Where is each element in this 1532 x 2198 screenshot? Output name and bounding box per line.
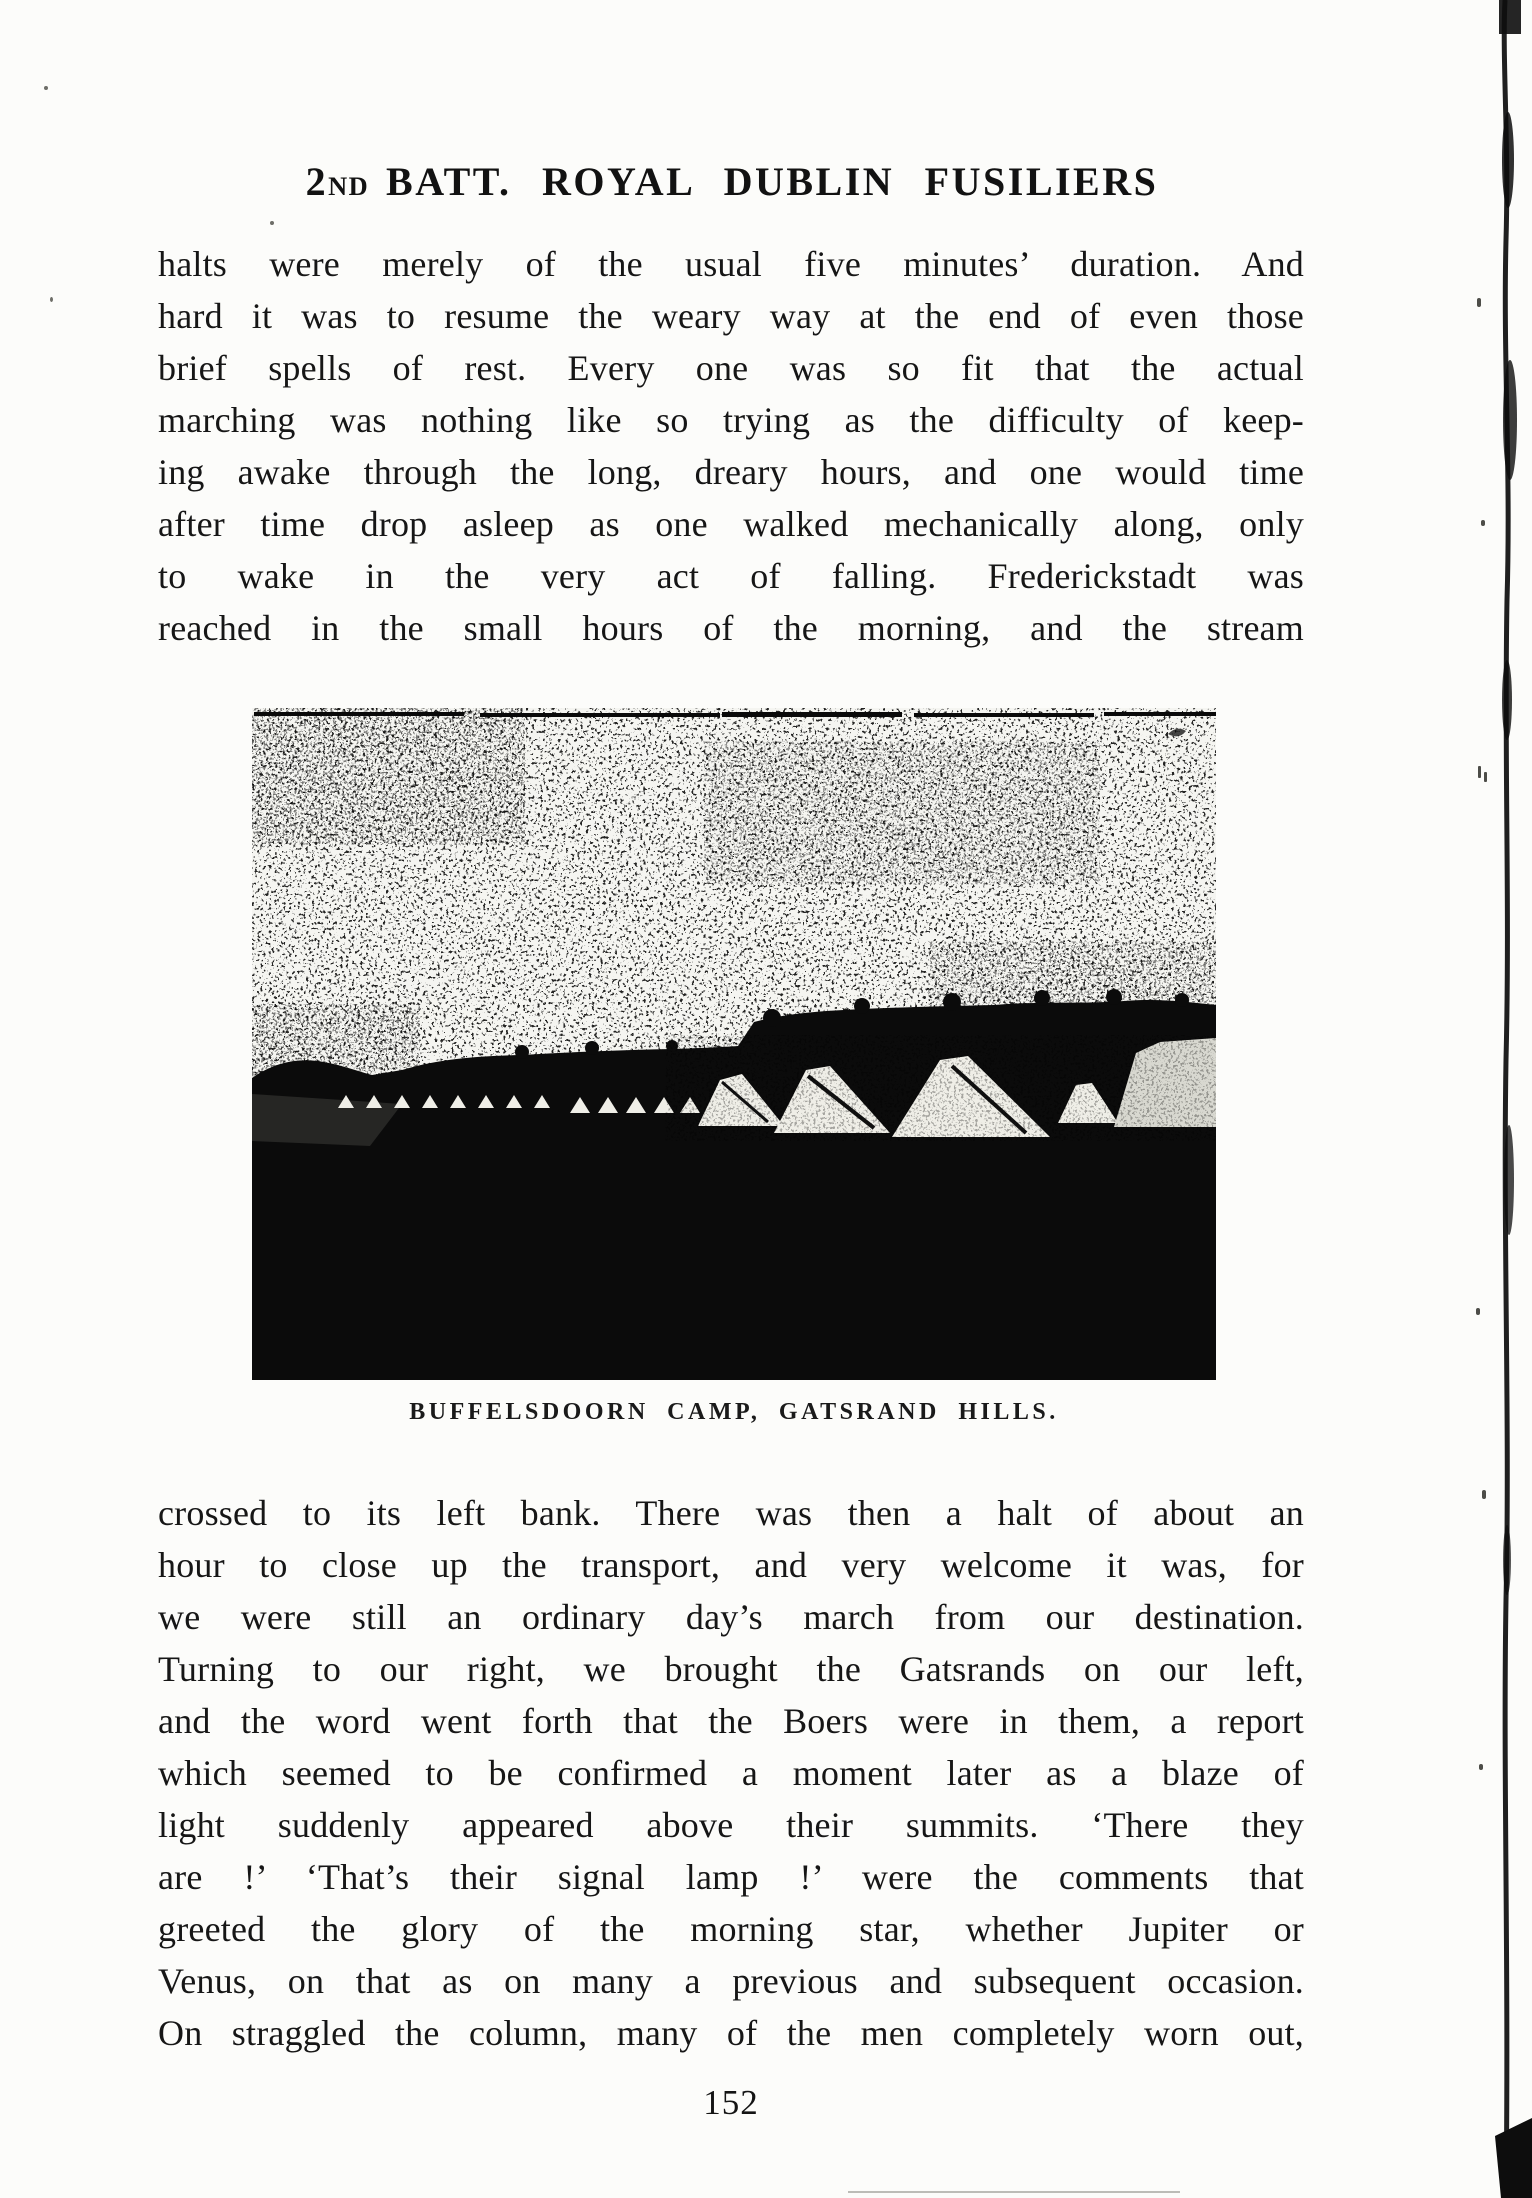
camp-photograph: [252, 708, 1216, 1380]
page-number: 152: [703, 2083, 759, 2122]
text-line: hard it was to resume the weary way at the end of even those: [158, 296, 1304, 336]
text-line: after time drop asleep as one walked mechanically along, only: [158, 504, 1304, 544]
text-line: are !’ ‘That’s their signal lamp !’ were the comments that: [158, 1857, 1304, 1897]
text-line: brief spells of rest. Every one was so fit that the actual: [158, 348, 1304, 388]
scan-speck: [44, 86, 48, 90]
header-ordinal: ND: [328, 171, 370, 201]
camp-photograph-art: [252, 708, 1216, 1380]
paragraph-1: [158, 238, 1304, 654]
text-line: we were still an ordinary day’s march from our destination.: [158, 1597, 1304, 1637]
text-line: to wake in the very act of falling. Frederickstadt was: [158, 556, 1304, 596]
text-line: and the word went forth that the Boers were in them, a report: [158, 1701, 1304, 1741]
paragraph-2: [158, 1487, 1304, 2059]
scan-speck: [270, 221, 274, 225]
header-battalion-number: 2: [305, 159, 329, 204]
text-line: which seemed to be confirmed a moment later as a blaze of: [158, 1753, 1304, 1793]
scan-artifact-line: [848, 2191, 1180, 2193]
text-line: crossed to its left bank. There was then a halt of about an: [158, 1493, 1304, 1533]
text-line: light suddenly appeared above their summits. ‘There they: [158, 1805, 1304, 1845]
header-title-text: BATT. ROYAL DUBLIN FUSILIERS: [386, 159, 1159, 204]
text-line: greeted the glory of the morning star, whether Jupiter or: [158, 1909, 1304, 1949]
text-line: hour to close up the transport, and very welcome it was, for: [158, 1545, 1304, 1585]
text-line: On straggled the column, many of the men completely worn out,: [158, 2013, 1304, 2053]
book-gutter-shadow: [1458, 0, 1532, 2198]
text-line: marching was nothing like so trying as the difficulty of keep-: [158, 400, 1304, 440]
scan-speck: [50, 297, 53, 302]
text-line: ing awake through the long, dreary hours, and one would time: [158, 452, 1304, 492]
page-header: [158, 158, 1306, 205]
text-line: halts were merely of the usual five minutes’ duration. And: [158, 244, 1304, 284]
photo-caption: BUFFELSDOORN CAMP, GATSRAND HILLS.: [409, 1399, 1059, 1425]
gutter-bleed-marks: [1476, 298, 1487, 1770]
text-line: reached in the small hours of the morning, and the stream: [158, 608, 1304, 648]
text-line: Turning to our right, we brought the Gatsrands on our left,: [158, 1649, 1304, 1689]
text-line: Venus, on that as on many a previous and subsequent occasion.: [158, 1961, 1304, 2001]
